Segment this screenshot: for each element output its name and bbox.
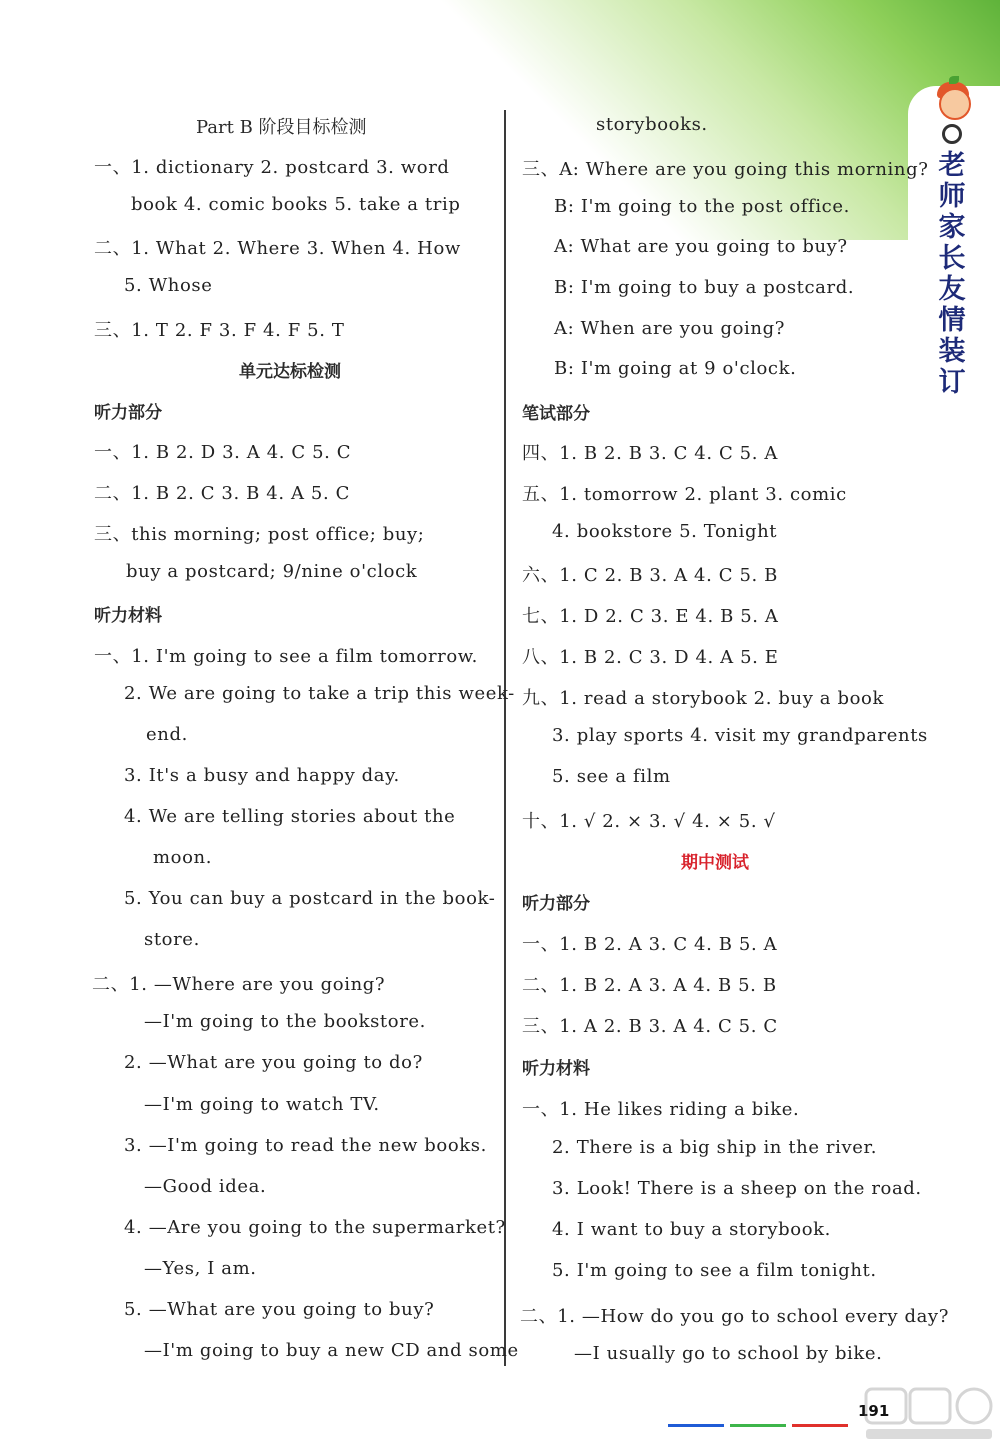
material-line: 2. There is a big ship in the river. bbox=[552, 1137, 878, 1158]
answer-line: 一、1. B 2. A 3. C 4. B 5. A bbox=[522, 934, 778, 955]
dialogue-line: —I'm going to buy a new CD and some bbox=[144, 1340, 519, 1361]
dialogue-line: A: What are you going to buy? bbox=[554, 236, 848, 257]
dialogue-line: A: When are you going? bbox=[554, 318, 785, 339]
dialogue-line: B: I'm going at 9 o'clock. bbox=[554, 358, 797, 379]
answer-line: 3. play sports 4. visit my grandparents bbox=[552, 725, 928, 746]
answer-line: book 4. comic books 5. take a trip bbox=[131, 194, 461, 215]
dialogue-line: 三、A: Where are you going this morning? bbox=[522, 159, 929, 180]
answer-line: 三、this morning; post office; buy; bbox=[94, 524, 425, 545]
side-char: 家 bbox=[938, 212, 966, 243]
dialogue-line: 二、1. —Where are you going? bbox=[92, 974, 386, 995]
material-line: store. bbox=[144, 929, 200, 950]
material-line: 一、1. I'm going to see a film tomorrow. bbox=[94, 646, 478, 667]
dialogue-line: B: I'm going to the post office. bbox=[554, 196, 850, 217]
subheading-listening: 听力部分 bbox=[94, 403, 162, 423]
dialogue-line: —I usually go to school by bike. bbox=[574, 1343, 883, 1364]
circle-icon bbox=[942, 124, 962, 144]
answer-line: 一、1. B 2. D 3. A 4. C 5. C bbox=[94, 442, 352, 463]
answer-line: 三、1. T 2. F 3. F 4. F 5. T bbox=[94, 320, 345, 341]
column-divider bbox=[504, 110, 506, 1366]
mascot-icon bbox=[935, 80, 969, 120]
answer-line: 5. see a film bbox=[552, 766, 671, 787]
material-line: 一、1. He likes riding a bike. bbox=[522, 1099, 800, 1120]
subheading-listening: 听力部分 bbox=[522, 894, 590, 914]
section-title-unit-test: 单元达标检测 bbox=[239, 362, 341, 382]
dialogue-line: 3. —I'm going to read the new books. bbox=[124, 1135, 487, 1156]
side-char: 师 bbox=[938, 181, 966, 212]
answer-line: 十、1. √ 2. × 3. √ 4. × 5. √ bbox=[522, 811, 776, 832]
subheading-written: 笔试部分 bbox=[522, 404, 590, 424]
material-line: 2. We are going to take a trip this week- bbox=[124, 683, 515, 704]
binding-label-strip bbox=[926, 80, 978, 398]
section-title-midterm: 期中测试 bbox=[681, 853, 749, 873]
material-line: moon. bbox=[153, 847, 213, 868]
side-char: 友 bbox=[938, 274, 966, 305]
material-line: 4. We are telling stories about the bbox=[124, 806, 456, 827]
answer-line: 五、1. tomorrow 2. plant 3. comic bbox=[522, 484, 847, 505]
footer-line-blue bbox=[668, 1424, 724, 1427]
material-line: end. bbox=[146, 724, 188, 745]
dialogue-line: 二、1. —How do you go to school every day? bbox=[520, 1306, 949, 1327]
answer-line: 5. Whose bbox=[124, 275, 213, 296]
material-line: 5. You can buy a postcard in the book- bbox=[124, 888, 496, 909]
section-title-part-b: Part B 阶段目标检测 bbox=[196, 117, 367, 138]
answer-line: 六、1. C 2. B 3. A 4. C 5. B bbox=[522, 565, 778, 586]
side-char: 老 bbox=[938, 150, 966, 181]
subheading-listening-material: 听力材料 bbox=[94, 606, 162, 626]
answer-line: 二、1. B 2. C 3. B 4. A 5. C bbox=[94, 483, 350, 504]
side-char: 订 bbox=[938, 367, 966, 398]
footer-line-green bbox=[730, 1424, 786, 1427]
page-number: 191 bbox=[858, 1402, 890, 1420]
side-char: 装 bbox=[938, 336, 966, 367]
dialogue-line: —I'm going to watch TV. bbox=[144, 1094, 380, 1115]
side-char: 情 bbox=[938, 305, 966, 336]
answer-line: 二、1. B 2. A 3. A 4. B 5. B bbox=[522, 975, 777, 996]
watermark-logo bbox=[862, 1383, 996, 1443]
footer-line-red bbox=[792, 1424, 848, 1427]
answer-line: 一、1. dictionary 2. postcard 3. word bbox=[94, 157, 450, 178]
dialogue-line: —Good idea. bbox=[144, 1176, 267, 1197]
answer-line: 4. bookstore 5. Tonight bbox=[552, 521, 778, 542]
answer-line: 八、1. B 2. C 3. D 4. A 5. E bbox=[522, 647, 779, 668]
answer-line: buy a postcard; 9/nine o'clock bbox=[126, 561, 418, 582]
answer-line: 二、1. What 2. Where 3. When 4. How bbox=[94, 238, 461, 259]
dialogue-line: B: I'm going to buy a postcard. bbox=[554, 277, 855, 298]
dialogue-line: —I'm going to the bookstore. bbox=[144, 1011, 426, 1032]
material-line: 4. I want to buy a storybook. bbox=[552, 1219, 831, 1240]
subheading-listening-material: 听力材料 bbox=[522, 1059, 590, 1079]
answer-line: 四、1. B 2. B 3. C 4. C 5. A bbox=[522, 443, 778, 464]
answer-line: 九、1. read a storybook 2. buy a book bbox=[522, 688, 884, 709]
dialogue-line: —Yes, I am. bbox=[144, 1258, 257, 1279]
answer-line: 三、1. A 2. B 3. A 4. C 5. C bbox=[522, 1016, 778, 1037]
answer-line: 七、1. D 2. C 3. E 4. B 5. A bbox=[522, 606, 779, 627]
material-line: 3. It's a busy and happy day. bbox=[124, 765, 400, 786]
dialogue-line: 4. —Are you going to the supermarket? bbox=[124, 1217, 506, 1238]
dialogue-line: storybooks. bbox=[596, 114, 708, 135]
dialogue-line: 2. —What are you going to do? bbox=[124, 1052, 423, 1073]
side-char: 长 bbox=[938, 243, 966, 274]
material-line: 5. I'm going to see a film tonight. bbox=[552, 1260, 877, 1281]
dialogue-line: 5. —What are you going to buy? bbox=[124, 1299, 435, 1320]
material-line: 3. Look! There is a sheep on the road. bbox=[552, 1178, 922, 1199]
